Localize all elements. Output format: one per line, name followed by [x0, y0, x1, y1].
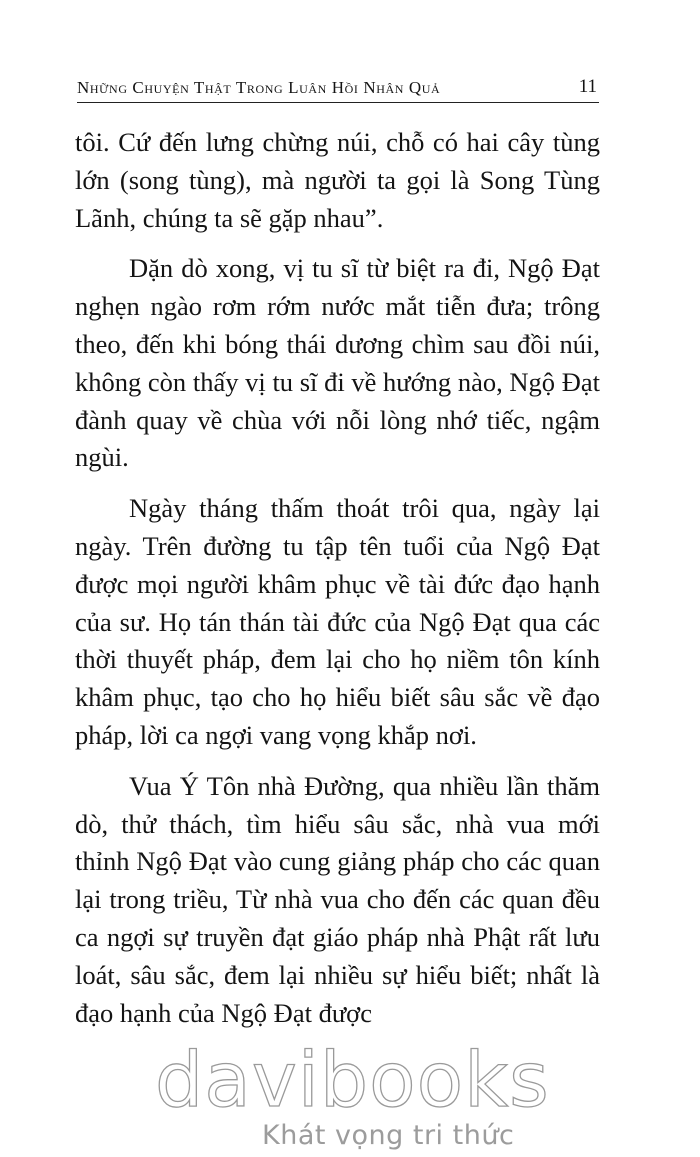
watermark — [0, 1035, 700, 1157]
paragraph: Vua Ý Tôn nhà Đường, qua nhiều lần thăm dò, thử thách, tìm hiểu sâu sắc, nhà vua mới thỉnh Ngộ Đạt vào cung giảng pháp cho các quan lại trong triều, Từ nhà vua cho đến các quan đều ca ngợi sự truyền đạt giáo pháp nhà Phật rất lưu loát, sâu sắc, đem lại nhiều sự hiểu biết; nhất là đạo hạnh của Ngộ Đạt được — [75, 770, 600, 1028]
paragraph: tôi. Cứ đến lưng chừng núi, chỗ có hai cây tùng lớn (song tùng), mà người ta gọi là Song Tùng Lãnh, chúng ta sẽ gặp nhau”. — [75, 127, 600, 233]
body-text — [75, 124, 600, 1045]
running-title: Những Chuyện Thật Trong Luân Hồi Nhân Quả — [77, 78, 441, 97]
running-header — [77, 76, 599, 103]
watermark-tagline: Khát vọng tri thức — [262, 1120, 515, 1151]
page-number: 11 — [578, 76, 597, 97]
watermark-logo: davibooks — [155, 1035, 550, 1124]
paragraph: Ngày tháng thấm thoát trôi qua, ngày lại ngày. Trên đường tu tập tên tuổi của Ngộ Đạt được mọi người khâm phục về tài đức đạo hạnh của sư. Họ tán thán tài đức của Ngộ Đạt qua các thời thuyết pháp, đem lại cho họ niềm tôn kính khâm phục, tạo cho họ hiểu biết sâu sắc về đạo pháp, lời ca ngợi vang vọng khắp nơi. — [75, 493, 600, 750]
paragraph: Dặn dò xong, vị tu sĩ từ biệt ra đi, Ngộ Đạt nghẹn ngào rơm rớm nước mắt tiễn đưa; trông theo, đến khi bóng thái dương chìm sau đồi núi, không còn thấy vị tu sĩ đi về hướng nào, Ngộ Đạt đành quay về chùa với nỗi lòng nhớ tiếc, ngậm ngùi. — [75, 253, 600, 473]
